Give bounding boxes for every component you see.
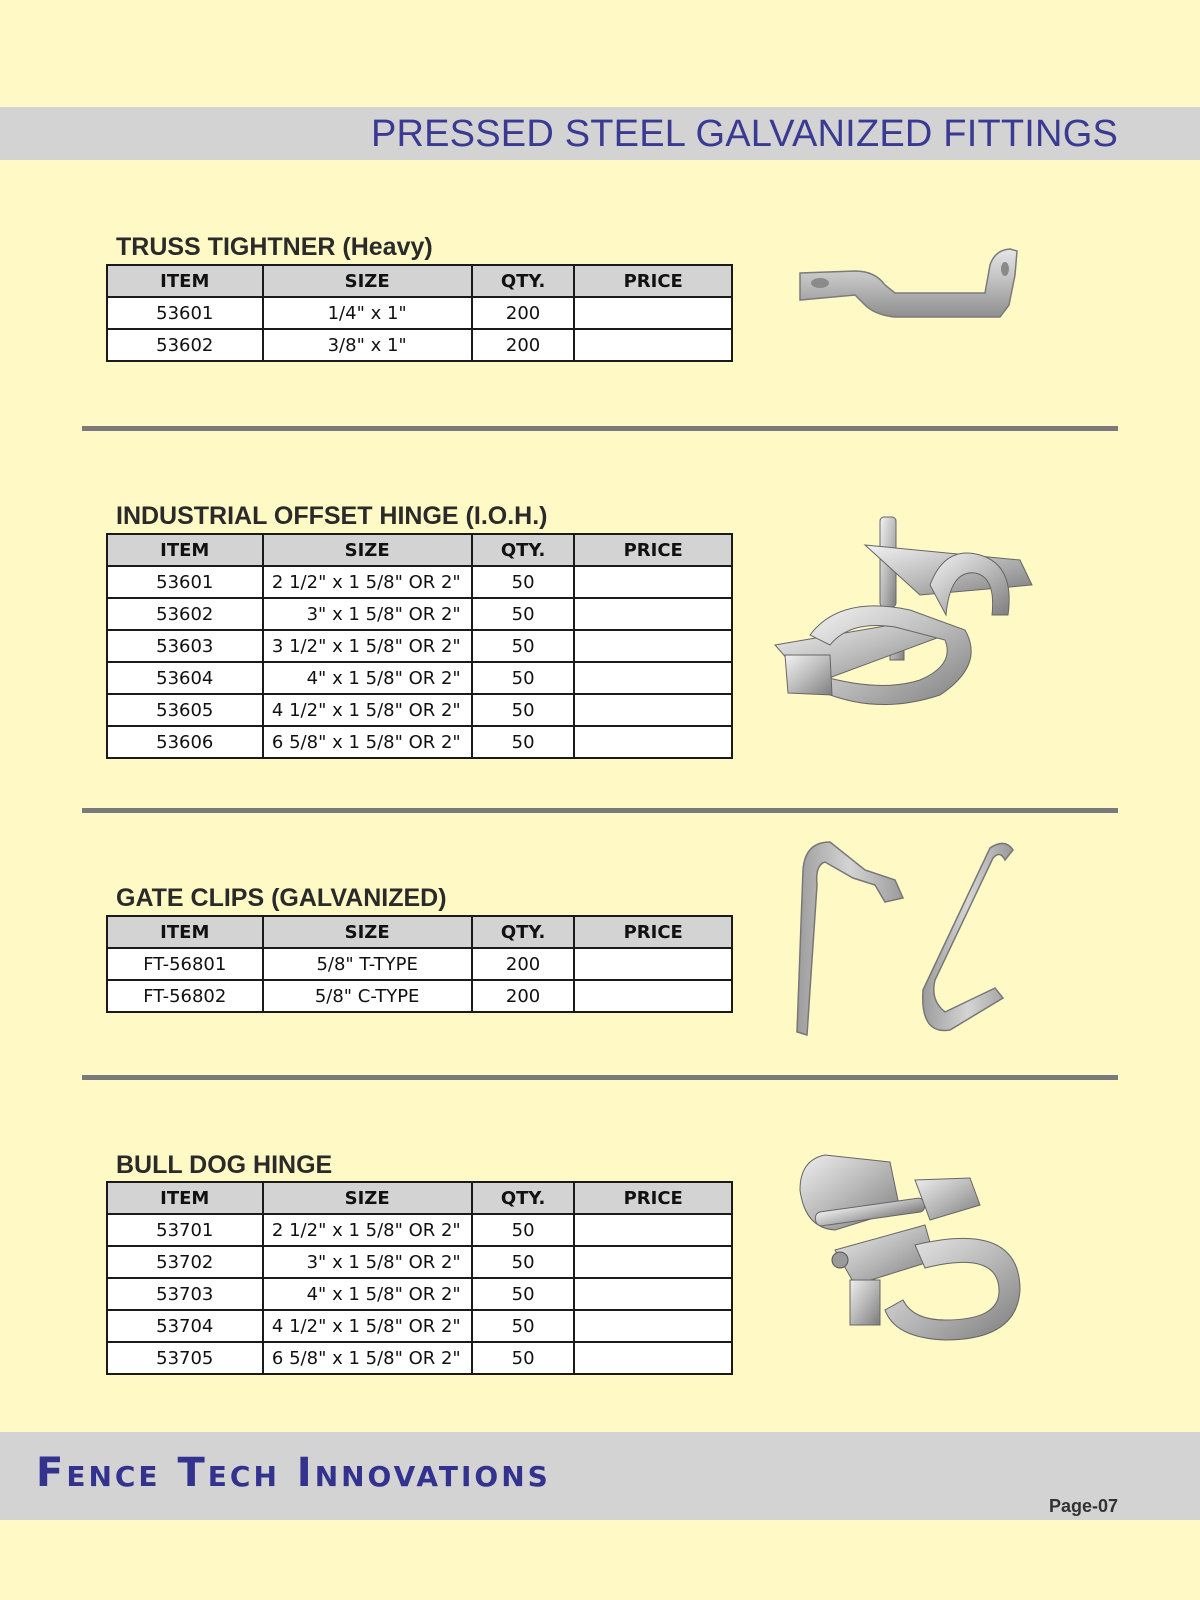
item-cell: 53602 [107, 329, 263, 361]
section-divider [82, 1075, 1118, 1080]
item-cell: 53605 [107, 694, 263, 726]
size-cell: 5/8" C-TYPE [263, 980, 472, 1012]
item-cell: 53601 [107, 297, 263, 329]
size-cell: 4 1/2" x 1 5/8" OR 2" [263, 1310, 472, 1342]
size-cell: 6 5/8" x 1 5/8" OR 2" [263, 726, 472, 758]
item-cell: 53602 [107, 598, 263, 630]
column-header-size: SIZE [263, 1182, 472, 1214]
industrial-offset-hinge-table [106, 533, 733, 759]
item-cell: 53705 [107, 1342, 263, 1374]
price-cell [574, 297, 732, 329]
gate-clips-image [795, 840, 1035, 1040]
table-row [107, 694, 732, 726]
price-cell [574, 694, 732, 726]
item-cell: 53702 [107, 1246, 263, 1278]
page-title: PRESSED STEEL GALVANIZED FITTINGS [370, 113, 1118, 155]
gate-clips-table [106, 915, 733, 1013]
price-cell [574, 1214, 732, 1246]
item-cell: 53606 [107, 726, 263, 758]
item-cell: 53604 [107, 662, 263, 694]
price-cell [574, 1278, 732, 1310]
table-header-row [107, 534, 732, 566]
qty-cell: 200 [472, 329, 575, 361]
item-cell: FT-56802 [107, 980, 263, 1012]
price-cell [574, 1246, 732, 1278]
table-row [107, 297, 732, 329]
size-cell: 4" x 1 5/8" OR 2" [263, 662, 472, 694]
qty-cell: 50 [472, 566, 575, 598]
section-title-bull-dog-hinge: BULL DOG HINGE [116, 1151, 333, 1179]
size-cell: 5/8" T-TYPE [263, 948, 472, 980]
column-header-qty: QTY. [472, 534, 575, 566]
table-row [107, 980, 732, 1012]
column-header-qty: QTY. [472, 1182, 575, 1214]
price-cell [574, 598, 732, 630]
page-number: Page-07 [1048, 1496, 1118, 1516]
column-header-price: PRICE [574, 1182, 732, 1214]
item-cell: 53601 [107, 566, 263, 598]
column-header-qty: QTY. [472, 265, 575, 297]
table-row [107, 630, 732, 662]
bull-dog-hinge-table [106, 1181, 733, 1375]
column-header-item: ITEM [107, 916, 263, 948]
size-cell: 3" x 1 5/8" OR 2" [263, 598, 472, 630]
qty-cell: 200 [472, 980, 575, 1012]
price-cell [574, 566, 732, 598]
qty-cell: 50 [472, 694, 575, 726]
qty-cell: 50 [472, 726, 575, 758]
company-name: Fence Tech Innovations [36, 1450, 551, 1496]
table-row [107, 1214, 732, 1246]
column-header-item: ITEM [107, 534, 263, 566]
size-cell: 3 1/2" x 1 5/8" OR 2" [263, 630, 472, 662]
header-band [0, 107, 1200, 160]
section-title-gate-clips: GATE CLIPS (GALVANIZED) [116, 884, 447, 912]
table-row [107, 1246, 732, 1278]
size-cell: 3/8" x 1" [263, 329, 472, 361]
column-header-price: PRICE [574, 265, 732, 297]
qty-cell: 50 [472, 1310, 575, 1342]
industrial-offset-hinge-image [770, 515, 1060, 725]
qty-cell: 50 [472, 1246, 575, 1278]
price-cell [574, 1342, 732, 1374]
table-header-row [107, 916, 732, 948]
price-cell [574, 630, 732, 662]
item-cell: 53703 [107, 1278, 263, 1310]
column-header-price: PRICE [574, 534, 732, 566]
size-cell: 3" x 1 5/8" OR 2" [263, 1246, 472, 1278]
table-header-row [107, 265, 732, 297]
truss-tightner-image [795, 245, 1035, 325]
size-cell: 2 1/2" x 1 5/8" OR 2" [263, 1214, 472, 1246]
table-row [107, 566, 732, 598]
qty-cell: 50 [472, 1214, 575, 1246]
qty-cell: 50 [472, 662, 575, 694]
column-header-price: PRICE [574, 916, 732, 948]
column-header-item: ITEM [107, 1182, 263, 1214]
qty-cell: 200 [472, 948, 575, 980]
truss-tightner-table [106, 264, 733, 362]
item-cell: 53701 [107, 1214, 263, 1246]
qty-cell: 50 [472, 1342, 575, 1374]
item-cell: 53704 [107, 1310, 263, 1342]
table-row [107, 726, 732, 758]
section-divider [82, 808, 1118, 813]
section-title-industrial-offset-hinge: INDUSTRIAL OFFSET HINGE (I.O.H.) [116, 502, 548, 530]
column-header-item: ITEM [107, 265, 263, 297]
item-cell: FT-56801 [107, 948, 263, 980]
table-row [107, 1278, 732, 1310]
table-row [107, 662, 732, 694]
section-title-truss-tightner: TRUSS TIGHTNER (Heavy) [116, 233, 433, 261]
section-divider [82, 426, 1118, 431]
size-cell: 4 1/2" x 1 5/8" OR 2" [263, 694, 472, 726]
price-cell [574, 980, 732, 1012]
column-header-size: SIZE [263, 534, 472, 566]
size-cell: 4" x 1 5/8" OR 2" [263, 1278, 472, 1310]
price-cell [574, 726, 732, 758]
qty-cell: 50 [472, 630, 575, 662]
item-cell: 53603 [107, 630, 263, 662]
price-cell [574, 948, 732, 980]
column-header-size: SIZE [263, 916, 472, 948]
column-header-size: SIZE [263, 265, 472, 297]
size-cell: 6 5/8" x 1 5/8" OR 2" [263, 1342, 472, 1374]
qty-cell: 50 [472, 1278, 575, 1310]
column-header-qty: QTY. [472, 916, 575, 948]
table-row [107, 329, 732, 361]
table-row [107, 948, 732, 980]
bull-dog-hinge-image [795, 1150, 1040, 1360]
price-cell [574, 1310, 732, 1342]
table-row [107, 598, 732, 630]
table-row [107, 1342, 732, 1374]
qty-cell: 50 [472, 598, 575, 630]
footer-band [0, 1432, 1200, 1520]
qty-cell: 200 [472, 297, 575, 329]
table-header-row [107, 1182, 732, 1214]
price-cell [574, 329, 732, 361]
price-cell [574, 662, 732, 694]
size-cell: 2 1/2" x 1 5/8" OR 2" [263, 566, 472, 598]
table-row [107, 1310, 732, 1342]
size-cell: 1/4" x 1" [263, 297, 472, 329]
